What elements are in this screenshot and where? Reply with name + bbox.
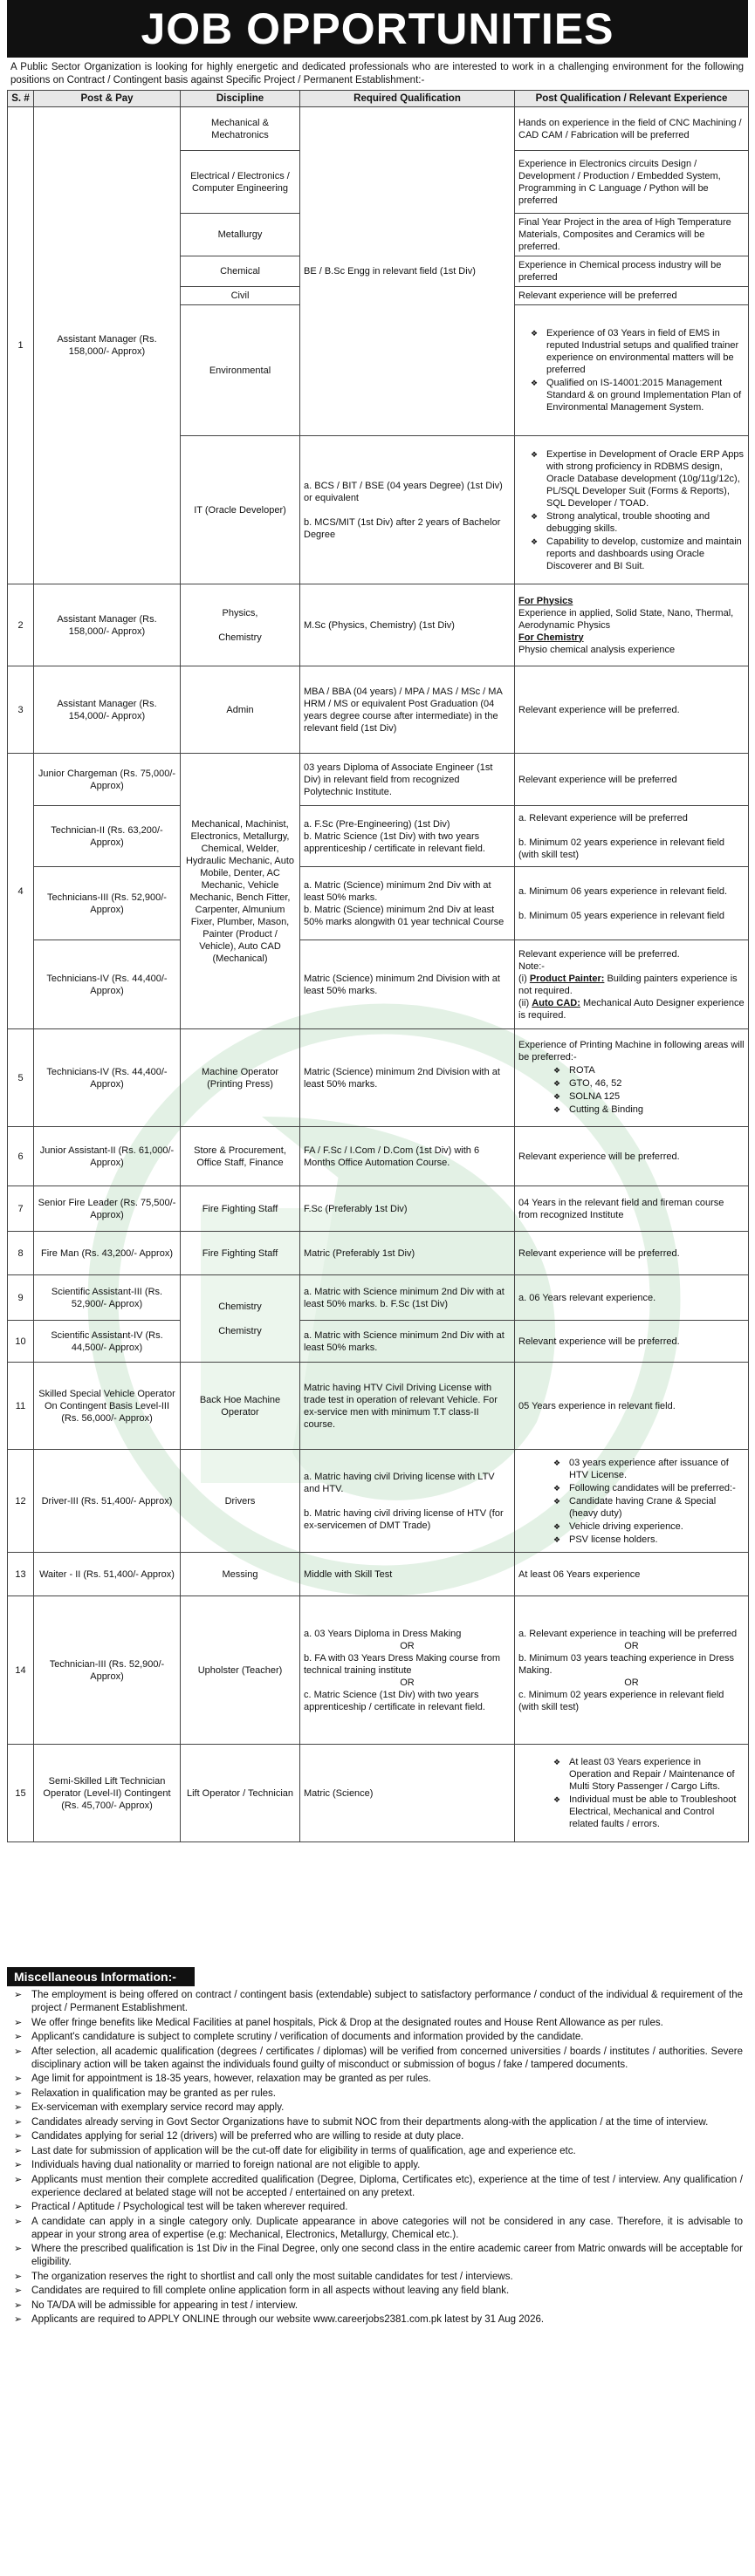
list-item: ➢ Individuals having dual nationality or married to foreign national are not eligible to apply. bbox=[7, 2159, 748, 2172]
row-experience: a. Relevant experience will be preferred b. Minimum 02 years experience in relevant field (with skill test) bbox=[515, 806, 749, 867]
row-sno: 10 bbox=[8, 1321, 34, 1363]
row-discipline: Upholster (Teacher) bbox=[181, 1596, 300, 1745]
table-row bbox=[8, 107, 749, 151]
list-item: ➢ Relaxation in qualification may be granted as per rules. bbox=[7, 2087, 748, 2101]
row-post: Fire Man (Rs. 43,200/- Approx) bbox=[34, 1232, 181, 1275]
list-item: ❖ PSV license holders. bbox=[553, 1534, 745, 1546]
row-discipline: Fire Fighting Staff bbox=[181, 1232, 300, 1275]
list-item: ❖ 03 years experience after issuance of HTV License. bbox=[553, 1457, 745, 1481]
table-row bbox=[8, 754, 749, 806]
row-experience: Relevant experience will be preferred bbox=[515, 754, 749, 806]
list-item[interactable]: ➢ Applicants are required to APPLY ONLINE through our website www.careerjobs2381.com.pk latest by 31 Aug 2026. bbox=[7, 2313, 748, 2327]
row-sno: 11 bbox=[8, 1363, 34, 1450]
row-sno: 6 bbox=[8, 1127, 34, 1186]
row-qualification: a. Matric (Science) minimum 2nd Div with at least 50% marks. b. Matric (Science) minimum 2nd Div at least 50% marks alongwith 01 year technical Course bbox=[300, 867, 515, 940]
table-row bbox=[8, 1745, 749, 1842]
row-qualification: Middle with Skill Test bbox=[300, 1553, 515, 1596]
row-post: Senior Fire Leader (Rs. 75,500/- Approx) bbox=[34, 1186, 181, 1232]
table-row bbox=[8, 1029, 749, 1127]
list-item: ➢ Age limit for appointment is 18-35 years, however, relaxation may be granted as per rules. bbox=[7, 2073, 748, 2086]
table-row bbox=[8, 806, 749, 867]
table-header-row bbox=[8, 91, 749, 107]
table-row bbox=[8, 666, 749, 754]
row-discipline: Back Hoe Machine Operator bbox=[181, 1363, 300, 1450]
row-post: Driver-III (Rs. 51,400/- Approx) bbox=[34, 1450, 181, 1553]
misc-list bbox=[7, 1989, 748, 2327]
table-row bbox=[8, 1275, 749, 1321]
table-row bbox=[8, 1321, 749, 1363]
row-experience: 05 Years experience in relevant field. bbox=[515, 1363, 749, 1450]
row-discipline: Chemistry Chemistry bbox=[181, 1275, 300, 1363]
row-discipline: Electrical / Electronics / Computer Engineering bbox=[181, 151, 300, 214]
row-sno: 2 bbox=[8, 584, 34, 666]
list-item: ➢ No TA/DA will be admissible for appearing in test / interview. bbox=[7, 2299, 748, 2313]
row-discipline: Physics, Chemistry bbox=[181, 584, 300, 666]
row-post: Assistant Manager (Rs. 154,000/- Approx) bbox=[34, 666, 181, 754]
row-discipline: Mechanical, Machinist, Electronics, Metallurgy, Chemical, Welder, Hydraulic Mechanic, Auto Mobile, Denter, AC Mechanic, Vehicle Mechanic, Bench Fitter, Carpenter, Almunium Fixer, Plumber, Mason, Painter (Product / Vehicle), Auto CAD (Mechanical) bbox=[181, 754, 300, 1029]
row-experience: a. Relevant experience in teaching will be preferred OR b. Minimum 03 years teaching experience in Dress Making. OR c. Minimum 02 years experience in relevant field (with skill test) bbox=[515, 1596, 749, 1745]
row-post: Scientific Assistant-III (Rs. 52,900/- Approx) bbox=[34, 1275, 181, 1321]
list-item: ❖ Experience of 03 Years in field of EMS in reputed Industrial setups and qualified trainer experience on environmental matters will be preferred bbox=[531, 327, 745, 376]
row-qualification: a. BCS / BIT / BSE (04 years Degree) (1st Div) or equivalent b. MCS/MIT (1st Div) after 2 years of Bachelor Degree bbox=[300, 436, 515, 584]
list-item: ➢ The employment is being offered on contract / contingent basis (extendable) subject to satisfactory performance / conduct of the individual & requirement of the project / Permanent Establishment. bbox=[7, 1989, 748, 2015]
row-qualification: Matric (Science) bbox=[300, 1745, 515, 1842]
row-qualification: Matric (Science) minimum 2nd Division with at least 50% marks. bbox=[300, 940, 515, 1029]
list-item: ➢ Applicant's candidature is subject to complete scrutiny / verification of documents and information provided by the candidate. bbox=[7, 2031, 748, 2044]
row-discipline: Store & Procurement, Office Staff, Finance bbox=[181, 1127, 300, 1186]
row-post: Technicians-III (Rs. 52,900/- Approx) bbox=[34, 867, 181, 940]
list-item: ❖ ROTA bbox=[553, 1064, 745, 1076]
table-row bbox=[8, 1553, 749, 1596]
row-sno: 7 bbox=[8, 1186, 34, 1232]
job-table bbox=[7, 90, 749, 1842]
row-experience: Relevant experience will be preferred. Note:- (i) Product Painter: Building painters experience is not required. (ii) Auto CAD: Mechanical Auto Designer experience is required. bbox=[515, 940, 749, 1029]
row-experience: Experience in Electronics circuits Design / Development / Production / Embedded System, Programming in C Language / Python will be preferred bbox=[515, 151, 749, 214]
row-post: Waiter - II (Rs. 51,400/- Approx) bbox=[34, 1553, 181, 1596]
row-discipline: Admin bbox=[181, 666, 300, 754]
row-experience: Relevant experience will be preferred. bbox=[515, 1127, 749, 1186]
table-row bbox=[8, 1186, 749, 1232]
row-discipline: Environmental bbox=[181, 305, 300, 436]
row-post: Scientific Assistant-IV (Rs. 44,500/- Approx) bbox=[34, 1321, 181, 1363]
row-qualification: a. Matric with Science minimum 2nd Div with at least 50% marks. b. F.Sc (1st Div) bbox=[300, 1275, 515, 1321]
row-experience: Relevant experience will be preferred. bbox=[515, 1232, 749, 1275]
row-discipline: Metallurgy bbox=[181, 214, 300, 256]
row-qualification: MBA / BBA (04 years) / MPA / MAS / MSc / MA HRM / MS or equivalent Post Graduation (04 years degree course after intermediate) in the relevant field (1st Div) bbox=[300, 666, 515, 754]
row-sno: 14 bbox=[8, 1596, 34, 1745]
list-item: ➢ Candidates are required to fill complete online application form in all aspects without leaving any field blank. bbox=[7, 2285, 748, 2298]
list-item: ❖ Cutting & Binding bbox=[553, 1104, 745, 1116]
row-qualification: a. Matric with Science minimum 2nd Div with at least 50% marks. bbox=[300, 1321, 515, 1363]
intro-text: A Public Sector Organization is looking for highly energetic and dedicated professionals who are interested to work in a challenging environment for the following positions on Contract / Contingent basis against Specific Project / Permanent Establishment:- bbox=[10, 62, 744, 85]
row-qualification: Matric having HTV Civil Driving License with trade test in operation of relevant Vehicle. For ex-service men with minimum T.T class-II course. bbox=[300, 1363, 515, 1450]
row-post: Technicians-IV (Rs. 44,400/- Approx) bbox=[34, 1029, 181, 1127]
row-experience: Relevant experience will be preferred. bbox=[515, 1321, 749, 1363]
row-qualification: F.Sc (Preferably 1st Div) bbox=[300, 1186, 515, 1232]
row-post: Skilled Special Vehicle Operator On Contingent Basis Level-III (Rs. 56,000/- Approx) bbox=[34, 1363, 181, 1450]
header-qualification: Required Qualification bbox=[300, 91, 515, 107]
table-row bbox=[8, 1127, 749, 1186]
list-item: ❖ Following candidates will be preferred:- bbox=[553, 1482, 745, 1494]
row-sno: 4 bbox=[8, 754, 34, 1029]
list-item: ❖ Candidate having Crane & Special (heavy duty) bbox=[553, 1495, 745, 1520]
row-discipline: Machine Operator (Printing Press) bbox=[181, 1029, 300, 1127]
list-item: ➢ Candidates already serving in Govt Sector Organizations have to submit NOC from their departments along-with the application / at the time of interview. bbox=[7, 2116, 748, 2129]
row-post: Technicians-IV (Rs. 44,400/- Approx) bbox=[34, 940, 181, 1029]
list-item: ❖ Expertise in Development of Oracle ERP Apps with strong proficiency in RDBMS design, Oracle Database development (10g/11g/12c), PL/SQL Developer Suit (Forms & Reports), SQL Developer / TOAD. bbox=[531, 448, 745, 509]
list-item: ➢ Practical / Aptitude / Psychological test will be taken wherever required. bbox=[7, 2201, 748, 2214]
list-item: ❖ GTO, 46, 52 bbox=[553, 1077, 745, 1090]
row-discipline: Civil bbox=[181, 287, 300, 305]
table-row bbox=[8, 1363, 749, 1450]
row-discipline: Mechanical & Mechatronics bbox=[181, 107, 300, 151]
list-item: ➢ After selection, all academic qualification (degrees / certificates / diplomas) will be verified from concerned universities / boards / institutes / authorities. Severe disciplinary action will be taken against the individuals found guilty of misconduct or submission of bogus / fake / tampered documents. bbox=[7, 2046, 748, 2072]
misc-title: Miscellaneous Information:- bbox=[7, 1967, 195, 1986]
row-discipline: Lift Operator / Technician bbox=[181, 1745, 300, 1842]
row-qualification: a. 03 Years Diploma in Dress Making OR b. FA with 03 Years Dress Making course from technical training institute OR c. Matric Science (1st Div) with two years apprenticeship / certificate in relevant field. bbox=[300, 1596, 515, 1745]
list-item: ➢ Where the prescribed qualification is 1st Div in the Final Degree, only one second class in the entire academic career from Matric onwards will be acceptable for eligibility. bbox=[7, 2243, 748, 2269]
row-post: Junior Assistant-II (Rs. 61,000/- Approx) bbox=[34, 1127, 181, 1186]
row-qualification: Matric (Preferably 1st Div) bbox=[300, 1232, 515, 1275]
row-experience: Experience of Printing Machine in following areas will be preferred:- ❖ ROTA ❖ GTO, 46, 52 ❖ SOLNA 125 ❖ Cutting & Binding bbox=[515, 1029, 749, 1127]
list-item: ➢ Ex-serviceman with exemplary service record may apply. bbox=[7, 2101, 748, 2115]
row-discipline: Messing bbox=[181, 1553, 300, 1596]
row-post: Technician-III (Rs. 52,900/- Approx) bbox=[34, 1596, 181, 1745]
header-sno: S. # bbox=[8, 91, 34, 107]
row-qualification: BE / B.Sc Engg in relevant field (1st Div) bbox=[300, 107, 515, 436]
list-item: ➢ Last date for submission of application will be the cut-off date for eligibility in terms of qualification, age and experience etc. bbox=[7, 2145, 748, 2158]
row-post: Assistant Manager (Rs. 158,000/- Approx) bbox=[34, 584, 181, 666]
list-item: ❖ Vehicle driving experience. bbox=[553, 1520, 745, 1533]
row-sno: 8 bbox=[8, 1232, 34, 1275]
row-post: Assistant Manager (Rs. 158,000/- Approx) bbox=[34, 107, 181, 584]
row-experience: a. 06 Years relevant experience. bbox=[515, 1275, 749, 1321]
row-qualification: M.Sc (Physics, Chemistry) (1st Div) bbox=[300, 584, 515, 666]
row-sno: 1 bbox=[8, 107, 34, 584]
list-item: ➢ A candidate can apply in a single category only. Duplicate appearance in above categories will not be considered in any case. Therefore, it is advisable to appear in your strong area of expertise (e.g: Mechanical, Electronics, Metallurgy, Chemical etc.). bbox=[7, 2216, 748, 2242]
list-item: ❖ Individual must be able to Troubleshoot Electrical, Mechanical and Control related faults / errors. bbox=[553, 1794, 745, 1830]
row-experience: 04 Years in the relevant field and fireman course from recognized Institute bbox=[515, 1186, 749, 1232]
row-qualification: 03 years Diploma of Associate Engineer (1st Div) in relevant field from recognized Polytechnic Institute. bbox=[300, 754, 515, 806]
table-row bbox=[8, 584, 749, 666]
row-discipline: Chemical bbox=[181, 256, 300, 287]
row-experience: Relevant experience will be preferred. bbox=[515, 666, 749, 754]
list-item: ❖ Qualified on IS-14001:2015 Management Standard & on ground Implementation Plan of Environmental Management System. bbox=[531, 377, 745, 413]
table-row bbox=[8, 1450, 749, 1553]
list-item: ➢ The organization reserves the right to shortlist and call only the most suitable candidates for test / interviews. bbox=[7, 2271, 748, 2284]
row-experience: a. Minimum 06 years experience in relevant field. b. Minimum 05 years experience in relevant field bbox=[515, 867, 749, 940]
header-post: Post & Pay bbox=[34, 91, 181, 107]
row-sno: 3 bbox=[8, 666, 34, 754]
row-experience: Experience in Chemical process industry will be preferred bbox=[515, 256, 749, 287]
row-sno: 5 bbox=[8, 1029, 34, 1127]
row-sno: 15 bbox=[8, 1745, 34, 1842]
row-experience bbox=[515, 305, 749, 436]
header-discipline: Discipline bbox=[181, 91, 300, 107]
row-experience bbox=[515, 1450, 749, 1553]
row-qualification: a. F.Sc (Pre-Engineering) (1st Div) b. Matric Science (1st Div) with two years apprenticeship / certificate in relevant field. bbox=[300, 806, 515, 867]
table-row bbox=[8, 940, 749, 1029]
row-post: Semi-Skilled Lift Technician Operator (Level-II) Contingent (Rs. 45,700/- Approx) bbox=[34, 1745, 181, 1842]
page-header bbox=[7, 0, 748, 58]
list-item: ➢ Applicants must mention their complete accredited qualification (Degree, Diploma, Certificates etc), experience at the time of test / interview. Any qualification / experience declared at belated stage will not be accepted / entertained on any pretext. bbox=[7, 2174, 748, 2200]
table-row bbox=[8, 1232, 749, 1275]
list-item: ❖ SOLNA 125 bbox=[553, 1090, 745, 1103]
row-sno: 12 bbox=[8, 1450, 34, 1553]
page-title: JOB OPPORTUNITIES bbox=[141, 4, 614, 53]
row-post: Technician-II (Rs. 63,200/- Approx) bbox=[34, 806, 181, 867]
row-sno: 13 bbox=[8, 1553, 34, 1596]
list-item: ❖ Capability to develop, customize and maintain reports and dashboards using Oracle Discoverer and BI Suit. bbox=[531, 536, 745, 572]
row-qualification: FA / F.Sc / I.Com / D.Com (1st Div) with 6 Months Office Automation Course. bbox=[300, 1127, 515, 1186]
list-item: ❖ Strong analytical, trouble shooting and debugging skills. bbox=[531, 510, 745, 535]
row-experience bbox=[515, 436, 749, 584]
row-experience: At least 06 Years experience bbox=[515, 1553, 749, 1596]
row-discipline: IT (Oracle Developer) bbox=[181, 436, 300, 584]
row-sno: 9 bbox=[8, 1275, 34, 1321]
row-post: Junior Chargeman (Rs. 75,000/- Approx) bbox=[34, 754, 181, 806]
row-experience: Hands on experience in the field of CNC Machining / CAD CAM / Fabrication will be preferred bbox=[515, 107, 749, 151]
row-discipline: Fire Fighting Staff bbox=[181, 1186, 300, 1232]
row-experience: For Physics Experience in applied, Solid State, Nano, Thermal, Aerodynamic Physics For Chemistry Physio chemical analysis experience bbox=[515, 584, 749, 666]
row-qualification: a. Matric having civil Driving license with LTV and HTV. b. Matric having civil driving license of HTV (for ex-servicemen of DMT Trade) bbox=[300, 1450, 515, 1553]
misc-information bbox=[7, 1967, 748, 2328]
table-row bbox=[8, 867, 749, 940]
header-experience: Post Qualification / Relevant Experience bbox=[515, 91, 749, 107]
row-qualification: Matric (Science) minimum 2nd Division with at least 50% marks. bbox=[300, 1029, 515, 1127]
row-experience bbox=[515, 1745, 749, 1842]
table-row bbox=[8, 1596, 749, 1745]
row-experience: Relevant experience will be preferred bbox=[515, 287, 749, 305]
list-item: ➢ We offer fringe benefits like Medical Facilities at panel hospitals, Pick & Drop at the designated routes and House Rent Allowance as per rules. bbox=[7, 2017, 748, 2030]
row-discipline: Drivers bbox=[181, 1450, 300, 1553]
row-experience: Final Year Project in the area of High Temperature Materials, Composites and Ceramics will be preferred. bbox=[515, 214, 749, 256]
list-item: ❖ At least 03 Years experience in Operation and Repair / Maintenance of Multi Story Passenger / Cargo Lifts. bbox=[553, 1756, 745, 1793]
list-item: ➢ Candidates applying for serial 12 (drivers) will be preferred who are willing to reside at duty place. bbox=[7, 2130, 748, 2143]
